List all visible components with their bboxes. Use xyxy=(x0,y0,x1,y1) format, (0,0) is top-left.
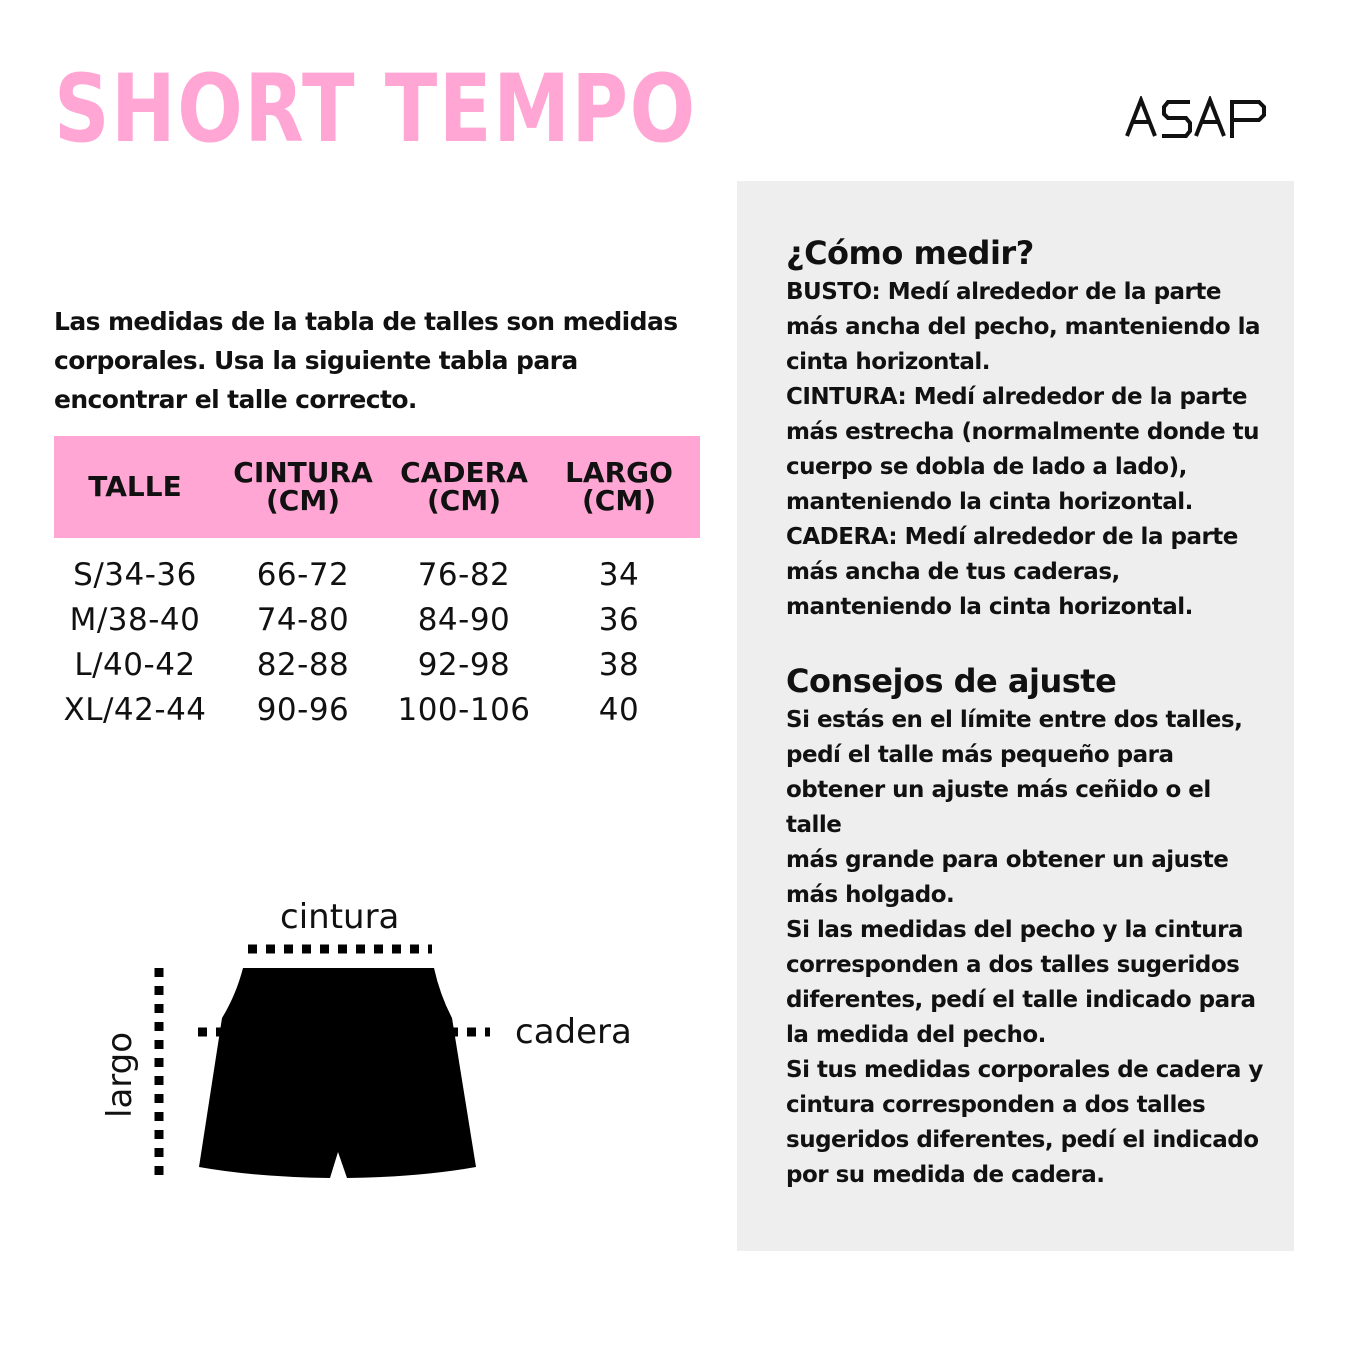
cell-cintura: 90-96 xyxy=(256,691,350,728)
cell-talle: S/34-36 xyxy=(73,556,197,593)
text-line: obtener un ajuste más ceñido o el talle xyxy=(786,777,1211,838)
table-row xyxy=(54,687,700,732)
how-to-measure-title: ¿Cómo medir? xyxy=(786,234,1034,272)
cell-talle: XL/42-44 xyxy=(63,691,207,728)
header-talle: TALLE xyxy=(54,436,216,538)
cell-largo: 40 xyxy=(598,691,640,728)
cell-cintura: 66-72 xyxy=(256,556,350,593)
info-panel xyxy=(737,181,1294,1251)
cell-talle: M/38-40 xyxy=(69,601,201,638)
text-line: Si tus medidas corporales de cadera y xyxy=(786,1057,1263,1083)
text-line: Si las medidas del pecho y la cintura xyxy=(786,917,1244,943)
text-line: CADERA: Medí alrededor de la parte xyxy=(786,524,1238,550)
table-row xyxy=(54,642,700,687)
cell-cadera: 92-98 xyxy=(417,646,511,683)
fit-tips-text xyxy=(786,703,1266,1193)
text-line: más ancha del pecho, manteniendo la xyxy=(786,314,1261,340)
cadera-label: cadera xyxy=(515,1012,632,1052)
page-title: SHORT TEMPO xyxy=(54,55,697,164)
header-cadera: CADERA (CM) xyxy=(390,436,538,538)
info-panel-content xyxy=(786,231,1266,1193)
text-line: sugeridos diferentes, pedí el indicado xyxy=(786,1127,1259,1153)
size-table xyxy=(54,436,700,732)
cintura-label: cintura xyxy=(280,897,400,937)
cell-cintura: 82-88 xyxy=(256,646,350,683)
text-line: la medida del pecho. xyxy=(786,1022,1046,1048)
cell-talle: L/40-42 xyxy=(74,646,196,683)
text-line: diferentes, pedí el talle indicado para xyxy=(786,987,1256,1013)
text-line: pedí el talle más pequeño para xyxy=(786,742,1174,768)
text-line: BUSTO: Medí alrededor de la parte xyxy=(786,279,1221,305)
text-line: manteniendo la cinta horizontal. xyxy=(786,594,1193,620)
text-line: cinta horizontal. xyxy=(786,349,991,375)
fit-tips-title: Consejos de ajuste xyxy=(786,662,1117,700)
asap-logo xyxy=(1124,96,1269,140)
text-line: manteniendo la cinta horizontal. xyxy=(786,489,1193,515)
header-largo: LARGO (CM) xyxy=(538,436,700,538)
cell-largo: 38 xyxy=(598,646,640,683)
how-to-measure-text xyxy=(786,275,1266,625)
table-row xyxy=(54,538,700,597)
text-line: más estrecha (normalmente donde tu xyxy=(786,419,1259,445)
table-header-row xyxy=(54,436,700,538)
cell-largo: 34 xyxy=(598,556,640,593)
text-line: más ancha de tus caderas, xyxy=(786,559,1120,585)
shorts-silhouette xyxy=(199,968,476,1178)
header-cintura: CINTURA (CM) xyxy=(216,436,390,538)
cell-cadera: 84-90 xyxy=(417,601,511,638)
cell-cadera: 100-106 xyxy=(397,691,531,728)
text-line: por su medida de cadera. xyxy=(786,1162,1105,1188)
text-line: CINTURA: Medí alrededor de la parte xyxy=(786,384,1247,410)
cell-largo: 36 xyxy=(598,601,640,638)
text-line: cintura corresponden a dos talles xyxy=(786,1092,1206,1118)
intro-text: Las medidas de la tabla de talles son medidas corporales. Usa la siguiente tabla para encontrar el talle correcto. xyxy=(54,307,678,414)
text-line: más holgado. xyxy=(786,882,955,908)
text-line: Si estás en el límite entre dos talles, xyxy=(786,707,1243,733)
table-row xyxy=(54,597,700,642)
text-line: más grande para obtener un ajuste xyxy=(786,847,1229,873)
cell-cintura: 74-80 xyxy=(256,601,350,638)
cell-cadera: 76-82 xyxy=(417,556,511,593)
largo-label: largo xyxy=(100,1031,140,1118)
text-line: cuerpo se dobla de lado a lado), xyxy=(786,454,1187,480)
text-line: corresponden a dos talles sugeridos xyxy=(786,952,1240,978)
